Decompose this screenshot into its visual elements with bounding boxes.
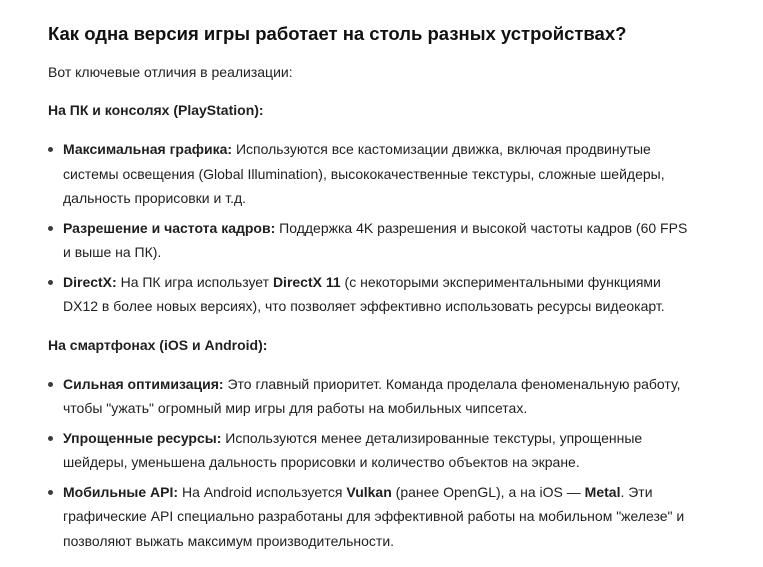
item-term: Разрешение и частота кадров: (63, 219, 276, 236)
list-item-mobile-api (48, 480, 698, 554)
intro-text: Вот ключевые отличия в реализации: (48, 64, 293, 80)
item-text: (с некоторыми экспериментальными функциями DX12 в более новых версиях), что позволяет эффективно использовать ресурсы видеокарт. (63, 273, 665, 314)
item-bold-metal: Metal (584, 483, 621, 500)
item-text: Используются менее детализированные текстуры, упрощенные шейдеры, уменьшена дальность прорисовки и количество объектов на экране. (63, 429, 643, 470)
item-term: Упрощенные ресурсы: (63, 429, 222, 446)
item-text: Это главный приоритет. Команда проделала феноменальную работу, чтобы "ужать" огромный мир игры для работы на мобильных чипсетах. (63, 375, 681, 416)
item-text: На Android используется (178, 483, 347, 500)
list-item-max-graphics (48, 137, 698, 211)
item-term: Мобильные API: (63, 483, 179, 500)
page-title: Как одна версия игры работает на столь разных устройствах? (48, 23, 627, 44)
section-heading-pc-consoles: На ПК и консолях (PlayStation): (48, 102, 264, 118)
item-bold-vulkan: Vulkan (346, 483, 392, 500)
section-heading-smartphones: На смартфонах (iOS и Android): (48, 336, 268, 353)
list-item-simplified-resources (48, 426, 698, 475)
list-item-resolution-framerate (48, 216, 698, 265)
list-item-optimization (48, 372, 698, 421)
item-bold-directx11: DirectX 11 (272, 273, 341, 290)
item-term: Сильная оптимизация: (63, 375, 224, 392)
item-text: На ПК игра использует (116, 273, 273, 290)
item-text: Поддержка 4K разрешения и высокой частоты кадров (60 FPS и выше на ПК). (63, 219, 688, 260)
item-term: DirectX: (63, 273, 117, 290)
item-text: Используются все кастомизации движка, включая продвинутые системы освещения (Global Illumination), высококачественные текстуры, сложные шейдеры, дальность прорисовки и т.д. (63, 141, 665, 206)
list-pc-consoles (48, 137, 698, 319)
list-item-directx (48, 270, 698, 319)
item-text: . Эти графические API специально разработаны для эффективной работы на мобильном "железе" и позволяют выжать максимум производительности. (63, 483, 685, 549)
list-smartphones (48, 372, 698, 554)
item-term: Максимальная графика: (63, 141, 233, 157)
item-text: (ранее OpenGL), а на iOS — (391, 483, 585, 500)
